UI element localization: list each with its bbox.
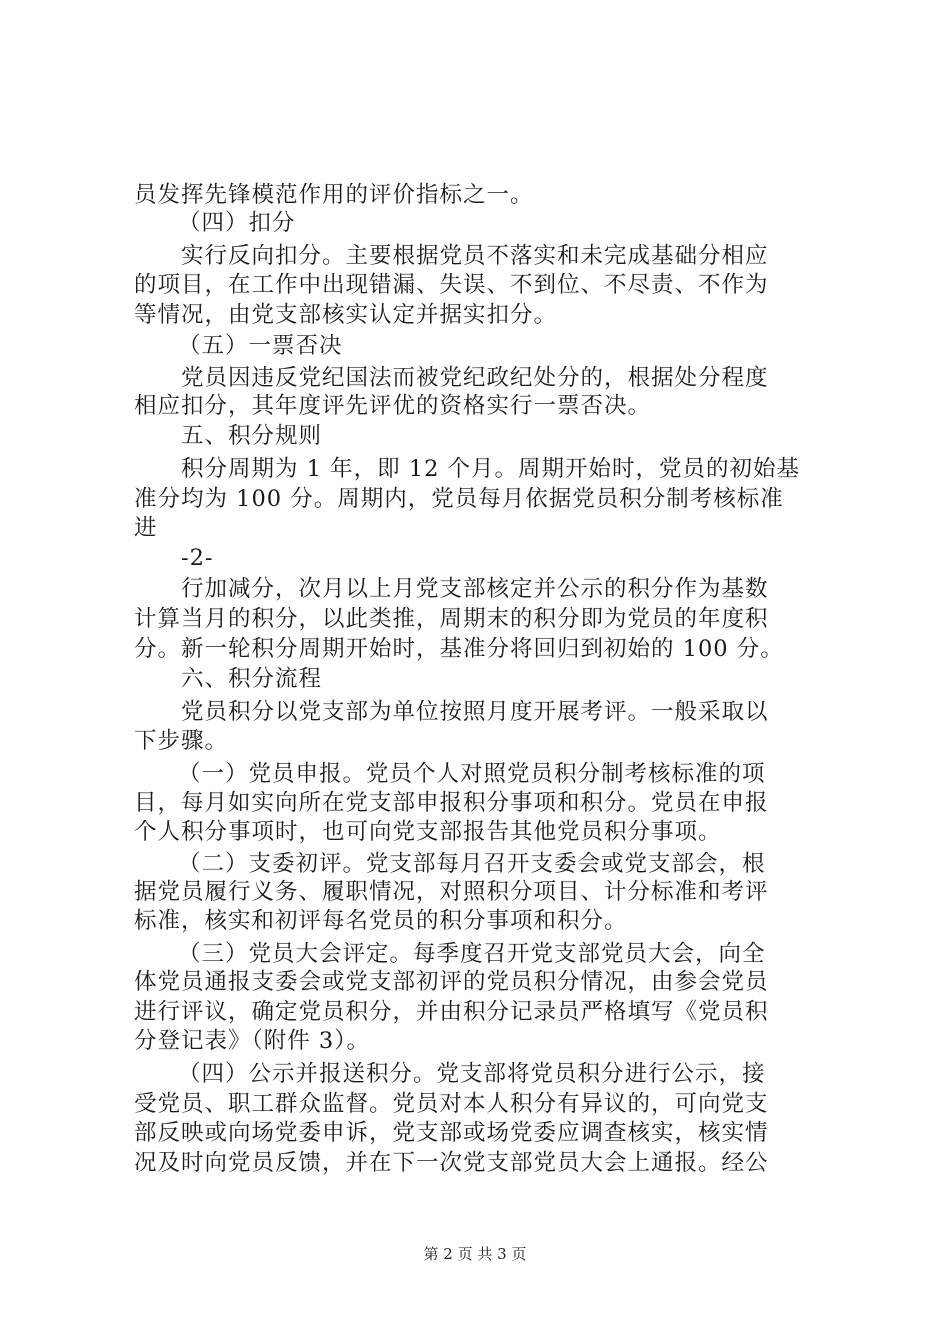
text-line: 据党员履行义务、履职情况，对照积分项目、计分标准和考评 bbox=[134, 879, 769, 905]
text-line: 实行反向扣分。主要根据党员不落实和未完成基础分相应 bbox=[181, 243, 769, 269]
text-line: 员发挥先锋模范作用的评价指标之一。 bbox=[134, 182, 534, 208]
text-line: 目，每月如实向所在党支部申报积分事项和积分。党员在申报 bbox=[134, 790, 769, 816]
text-line: 计算当月的积分，以此类推，周期末的积分即为党员的年度积 bbox=[134, 606, 769, 632]
text-line: 行加减分，次月以上月党支部核定并公示的积分作为基数 bbox=[181, 576, 769, 602]
text-line: （二）支委初评。党支部每月召开支委会或党支部会，根 bbox=[178, 851, 766, 877]
text-line: 体党员通报支委会或党支部初评的党员积分情况，由参会党员 bbox=[134, 969, 769, 995]
subheading: （五）一票否决 bbox=[178, 333, 343, 359]
section-heading: 六、积分流程 bbox=[181, 666, 323, 692]
text-line: 受党员、职工群众监督。党员对本人积分有异议的，可向党支 bbox=[134, 1091, 769, 1117]
text-line: 准分均为 100 分。周期内，党员每月依据党员积分制考核标准 bbox=[134, 486, 784, 512]
section-heading: 五、积分规则 bbox=[181, 423, 323, 449]
text-line: （四）公示并报送积分。党支部将党员积分进行公示，接 bbox=[178, 1061, 766, 1087]
text-line: 的项目，在工作中出现错漏、失误、不到位、不尽责、不作为 bbox=[134, 272, 769, 298]
text-line: 党员积分以党支部为单位按照月度开展考评。一般采取以 bbox=[181, 699, 769, 725]
text-line: 部反映或向场党委申诉，党支部或场党委应调查核实，核实情 bbox=[134, 1120, 769, 1146]
subheading: （四）扣分 bbox=[178, 210, 296, 236]
page-number-inline: -2- bbox=[181, 545, 214, 571]
text-line: （一）党员申报。党员个人对照党员积分制考核标准的项 bbox=[178, 761, 766, 787]
text-line: 相应扣分，其年度评先评优的资格实行一票否决。 bbox=[134, 393, 652, 419]
text-line: 积分周期为 1 年，即 12 个月。周期开始时，党员的初始基 bbox=[181, 456, 801, 482]
text-line: 党员因违反党纪国法而被党纪政纪处分的，根据处分程度 bbox=[181, 365, 769, 391]
text-line: 标准，核实和初评每名党员的积分事项和积分。 bbox=[134, 908, 628, 934]
text-line: （三）党员大会评定。每季度召开党支部党员大会，向全 bbox=[178, 941, 766, 967]
text-line: 分。新一轮积分周期开始时，基准分将回归到初始的 100 分。 bbox=[134, 636, 784, 662]
text-line: 等情况，由党支部核实认定并据实扣分。 bbox=[134, 302, 558, 328]
text-line: 况及时向党员反馈，并在下一次党支部党员大会上通报。经公 bbox=[134, 1150, 769, 1176]
page-footer: 第 2 页 共 3 页 bbox=[423, 1245, 527, 1263]
text-line: 分登记表》（附件 3）。 bbox=[134, 1028, 370, 1054]
text-line: 个人积分事项时，也可向党支部报告其他党员积分事项。 bbox=[134, 819, 722, 845]
text-line: 进 bbox=[134, 515, 158, 541]
text-line: 下步骤。 bbox=[134, 728, 229, 754]
text-line: 进行评议，确定党员积分，并由积分记录员严格填写《党员积 bbox=[134, 999, 769, 1025]
